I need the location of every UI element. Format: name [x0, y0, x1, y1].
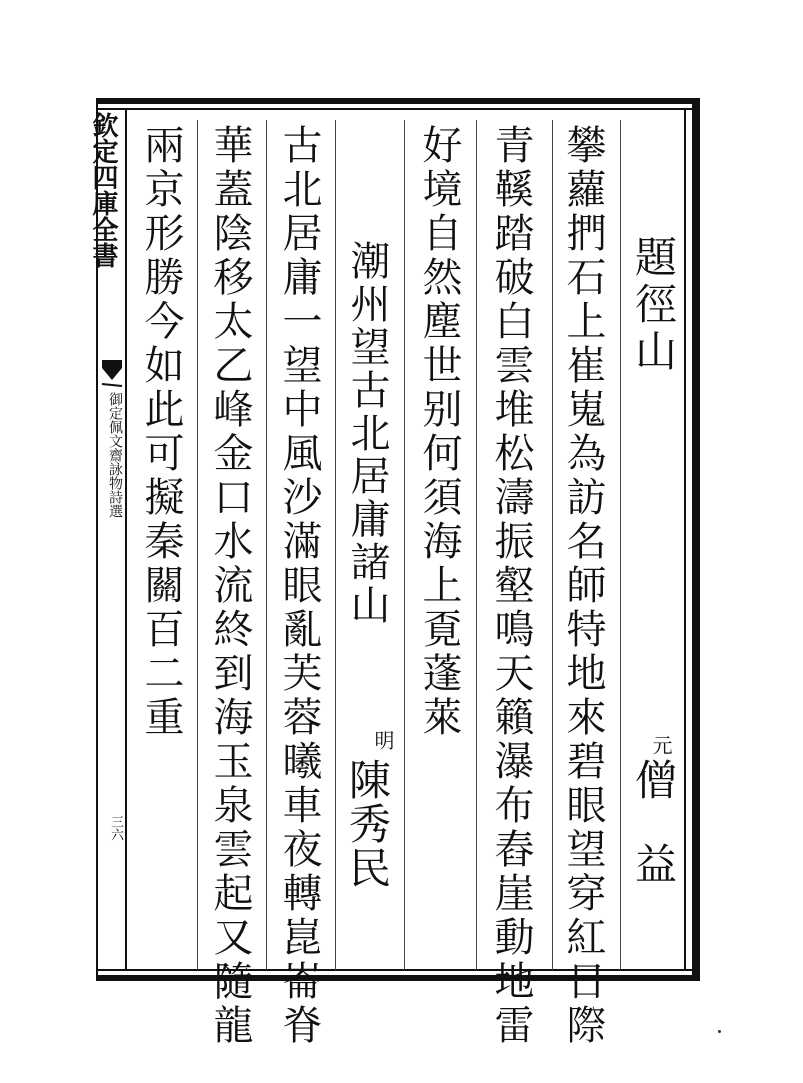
- poem-line: 好境自然塵世别何須海上覔蓬萊: [416, 124, 462, 740]
- poem-line: 攀蘿捫石上崔嵬為訪名師特地來碧眼望穿紅日際: [560, 124, 606, 1048]
- frame-top-inner-border: [96, 108, 700, 110]
- poem-line: 兩京形勝今如此可擬秦關百二重: [138, 124, 184, 740]
- author-name: 僧 益: [629, 758, 678, 884]
- column-rule: [552, 120, 553, 970]
- frame-bottom-inner-border: [96, 969, 700, 971]
- column-rule: [266, 120, 267, 970]
- dynasty-label: 明: [371, 730, 395, 750]
- dynasty-label: 元: [649, 735, 673, 755]
- book-title: 欽定四庫全書: [88, 112, 118, 268]
- margin-strip-rule: [125, 108, 127, 971]
- frame-top-border: [96, 98, 700, 104]
- poem-title: 潮州望古北居庸諸山: [344, 240, 390, 627]
- poem-line: 古北居庸一望中風沙滿眼亂芙蓉曦車夜轉崑崙脊: [276, 124, 322, 1048]
- volume-title: 御定佩文齋詠物詩選: [107, 392, 123, 518]
- poem-line: 華蓋陰移太乙峰金口水流終到海玉泉雲起又隨龍: [207, 124, 253, 1048]
- frame-bottom-border: [96, 975, 700, 981]
- page-number: 三六: [108, 815, 123, 841]
- column-rule: [620, 120, 621, 970]
- frame-right-border: [692, 98, 700, 981]
- fish-tail-mark-icon: [100, 358, 124, 388]
- author-name: 陳秀民: [343, 758, 392, 890]
- column-rule: [476, 120, 477, 970]
- column-rule: [335, 120, 336, 970]
- poem-line: 青鞵踏破白雲堆松濤振壑鳴天籟瀑布舂崖動地雷: [488, 124, 534, 1048]
- column-rule: [404, 120, 405, 970]
- frame-right-inner-border: [684, 108, 686, 971]
- poem-title: 題徑山: [629, 235, 678, 376]
- column-rule: [197, 120, 198, 970]
- ink-speck: [718, 1030, 721, 1033]
